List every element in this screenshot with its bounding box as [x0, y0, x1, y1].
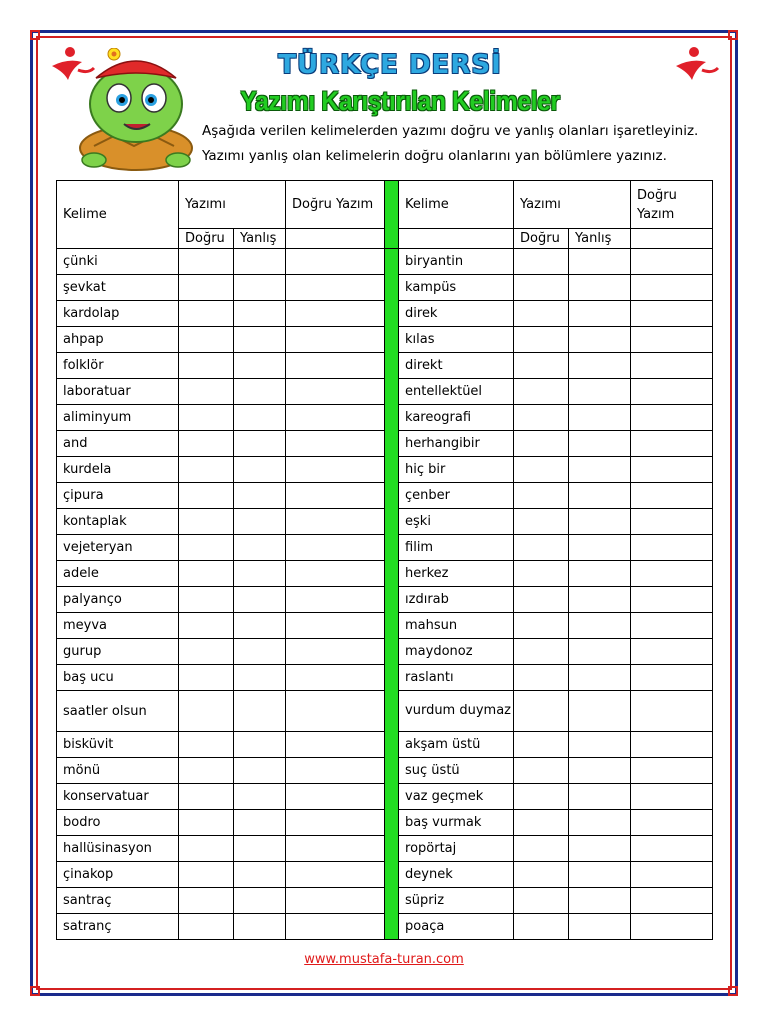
header-yazimi-right: Yazımı	[514, 181, 631, 229]
dogru-checkbox-left[interactable]	[179, 862, 234, 888]
correct-spelling-input-left[interactable]	[286, 483, 385, 509]
word-right: kılas	[399, 327, 514, 353]
dogru-checkbox-right[interactable]	[514, 836, 569, 862]
dogru-checkbox-right[interactable]	[514, 914, 569, 940]
word-right: mahsun	[399, 613, 514, 639]
yanlis-checkbox-left[interactable]	[234, 784, 286, 810]
yanlis-checkbox-right[interactable]	[569, 275, 631, 301]
dogru-checkbox-left[interactable]	[179, 275, 234, 301]
yanlis-checkbox-right[interactable]	[569, 431, 631, 457]
word-right: herkez	[399, 561, 514, 587]
instruction-line-1: Aşağıda verilen kelimelerden yazımı doğru ve yanlış olanları işaretleyiniz.	[202, 123, 699, 139]
correct-spelling-input-right[interactable]	[631, 327, 713, 353]
correct-spelling-input-left[interactable]	[286, 613, 385, 639]
correct-spelling-input-left[interactable]	[286, 836, 385, 862]
word-right: direk	[399, 301, 514, 327]
yanlis-checkbox-left[interactable]	[234, 509, 286, 535]
word-right: ızdırab	[399, 587, 514, 613]
dogru-checkbox-right[interactable]	[514, 587, 569, 613]
correct-spelling-input-left[interactable]	[286, 561, 385, 587]
dogru-checkbox-right[interactable]	[514, 888, 569, 914]
yanlis-checkbox-right[interactable]	[569, 509, 631, 535]
dogru-checkbox-left[interactable]	[179, 405, 234, 431]
correct-spelling-input-right[interactable]	[631, 405, 713, 431]
correct-spelling-input-right[interactable]	[631, 457, 713, 483]
dogru-checkbox-left[interactable]	[179, 691, 234, 732]
green-divider	[385, 181, 399, 249]
word-left: laboratuar	[57, 379, 179, 405]
dogru-checkbox-left[interactable]	[179, 836, 234, 862]
yanlis-checkbox-left[interactable]	[234, 613, 286, 639]
dogru-checkbox-left[interactable]	[179, 457, 234, 483]
correct-spelling-input-left[interactable]	[286, 665, 385, 691]
correct-spelling-input-left[interactable]	[286, 327, 385, 353]
dogru-checkbox-right[interactable]	[514, 405, 569, 431]
correct-spelling-input-right[interactable]	[631, 639, 713, 665]
word-right: raslantı	[399, 665, 514, 691]
word-left: adele	[57, 561, 179, 587]
dogru-checkbox-right[interactable]	[514, 613, 569, 639]
correct-spelling-input-left[interactable]	[286, 379, 385, 405]
word-right: eşki	[399, 509, 514, 535]
dogru-checkbox-right[interactable]	[514, 457, 569, 483]
dogru-checkbox-left[interactable]	[179, 732, 234, 758]
header-dogru-left: Doğru	[179, 229, 234, 249]
yanlis-checkbox-right[interactable]	[569, 914, 631, 940]
dogru-checkbox-right[interactable]	[514, 275, 569, 301]
dogru-checkbox-left[interactable]	[179, 888, 234, 914]
dogru-checkbox-left[interactable]	[179, 353, 234, 379]
yanlis-checkbox-right[interactable]	[569, 327, 631, 353]
word-right: poaça	[399, 914, 514, 940]
word-left: santraç	[57, 888, 179, 914]
dogru-checkbox-left[interactable]	[179, 810, 234, 836]
header-dogru-yazim-left: Doğru Yazım	[286, 181, 385, 229]
yanlis-checkbox-left[interactable]	[234, 639, 286, 665]
word-left: saatler olsun	[57, 691, 179, 732]
word-right: vurdum duymaz	[399, 691, 514, 732]
word-right: akşam üstü	[399, 732, 514, 758]
dogru-checkbox-left[interactable]	[179, 613, 234, 639]
yanlis-checkbox-right[interactable]	[569, 639, 631, 665]
yanlis-checkbox-right[interactable]	[569, 888, 631, 914]
header-kelime-right: Kelime	[399, 181, 514, 229]
correct-spelling-input-left[interactable]	[286, 457, 385, 483]
correct-spelling-input-right[interactable]	[631, 836, 713, 862]
correct-spelling-input-left[interactable]	[286, 639, 385, 665]
correct-spelling-input-left[interactable]	[286, 862, 385, 888]
frame-corner-decoration	[30, 30, 40, 40]
word-left: mönü	[57, 758, 179, 784]
header-dogru-right: Doğru	[514, 229, 569, 249]
yanlis-checkbox-right[interactable]	[569, 613, 631, 639]
dogru-checkbox-right[interactable]	[514, 561, 569, 587]
yanlis-checkbox-right[interactable]	[569, 405, 631, 431]
header-yanlis-left: Yanlış	[234, 229, 286, 249]
yanlis-checkbox-left[interactable]	[234, 732, 286, 758]
dogru-checkbox-right[interactable]	[514, 379, 569, 405]
word-left: hallüsinasyon	[57, 836, 179, 862]
word-left: ahpap	[57, 327, 179, 353]
word-left: and	[57, 431, 179, 457]
correct-spelling-input-left[interactable]	[286, 353, 385, 379]
dogru-checkbox-right[interactable]	[514, 639, 569, 665]
word-left: aliminyum	[57, 405, 179, 431]
correct-spelling-input-left[interactable]	[286, 691, 385, 732]
yanlis-checkbox-right[interactable]	[569, 665, 631, 691]
correct-spelling-input-right[interactable]	[631, 613, 713, 639]
yanlis-checkbox-right[interactable]	[569, 561, 631, 587]
correct-spelling-input-right[interactable]	[631, 379, 713, 405]
word-left: çipura	[57, 483, 179, 509]
correct-spelling-input-right[interactable]	[631, 301, 713, 327]
word-right: suç üstü	[399, 758, 514, 784]
yanlis-checkbox-left[interactable]	[234, 405, 286, 431]
correct-spelling-input-right[interactable]	[631, 483, 713, 509]
yanlis-checkbox-right[interactable]	[569, 353, 631, 379]
correct-spelling-input-left[interactable]	[286, 275, 385, 301]
dogru-checkbox-left[interactable]	[179, 587, 234, 613]
dogru-checkbox-right[interactable]	[514, 535, 569, 561]
yanlis-checkbox-right[interactable]	[569, 784, 631, 810]
correct-spelling-input-left[interactable]	[286, 758, 385, 784]
yanlis-checkbox-right[interactable]	[569, 810, 631, 836]
yanlis-checkbox-right[interactable]	[569, 862, 631, 888]
word-right: direkt	[399, 353, 514, 379]
footer-url-link[interactable]: www.mustafa-turan.com	[304, 952, 464, 967]
word-left: kontaplak	[57, 509, 179, 535]
yanlis-checkbox-right[interactable]	[569, 836, 631, 862]
yanlis-checkbox-left[interactable]	[234, 431, 286, 457]
yanlis-checkbox-right[interactable]	[569, 379, 631, 405]
dogru-checkbox-right[interactable]	[514, 665, 569, 691]
word-table	[56, 180, 713, 940]
header-yazimi-left: Yazımı	[179, 181, 286, 229]
header-blank-right-kelime	[399, 229, 514, 249]
correct-spelling-input-right[interactable]	[631, 888, 713, 914]
correct-spelling-input-right[interactable]	[631, 353, 713, 379]
yanlis-checkbox-left[interactable]	[234, 275, 286, 301]
yanlis-checkbox-right[interactable]	[569, 457, 631, 483]
dogru-checkbox-right[interactable]	[514, 353, 569, 379]
correct-spelling-input-left[interactable]	[286, 732, 385, 758]
dogru-checkbox-left[interactable]	[179, 665, 234, 691]
dogru-checkbox-right[interactable]	[514, 810, 569, 836]
correct-spelling-input-right[interactable]	[631, 249, 713, 275]
yanlis-checkbox-left[interactable]	[234, 665, 286, 691]
yanlis-checkbox-left[interactable]	[234, 327, 286, 353]
correct-spelling-input-left[interactable]	[286, 249, 385, 275]
yanlis-checkbox-right[interactable]	[569, 758, 631, 784]
dogru-checkbox-left[interactable]	[179, 758, 234, 784]
yanlis-checkbox-right[interactable]	[569, 249, 631, 275]
word-left: meyva	[57, 613, 179, 639]
yanlis-checkbox-left[interactable]	[234, 457, 286, 483]
dogru-checkbox-right[interactable]	[514, 327, 569, 353]
word-right: herhangibir	[399, 431, 514, 457]
dogru-checkbox-left[interactable]	[179, 509, 234, 535]
dogru-checkbox-right[interactable]	[514, 249, 569, 275]
yanlis-checkbox-right[interactable]	[569, 732, 631, 758]
yanlis-checkbox-left[interactable]	[234, 249, 286, 275]
correct-spelling-input-right[interactable]	[631, 535, 713, 561]
word-right: baş vurmak	[399, 810, 514, 836]
correct-spelling-input-left[interactable]	[286, 587, 385, 613]
word-left: palyanço	[57, 587, 179, 613]
word-right: deynek	[399, 862, 514, 888]
yanlis-checkbox-left[interactable]	[234, 353, 286, 379]
correct-spelling-input-right[interactable]	[631, 275, 713, 301]
correct-spelling-input-left[interactable]	[286, 810, 385, 836]
correct-spelling-input-left[interactable]	[286, 784, 385, 810]
correct-spelling-input-right[interactable]	[631, 784, 713, 810]
dogru-checkbox-right[interactable]	[514, 691, 569, 732]
dogru-checkbox-right[interactable]	[514, 758, 569, 784]
word-left: bodro	[57, 810, 179, 836]
word-right: vaz geçmek	[399, 784, 514, 810]
correct-spelling-input-left[interactable]	[286, 431, 385, 457]
dogru-checkbox-right[interactable]	[514, 784, 569, 810]
page-subtitle: Yazımı Karıştırılan Kelimeler	[240, 86, 560, 116]
yanlis-checkbox-right[interactable]	[569, 483, 631, 509]
correct-spelling-input-left[interactable]	[286, 301, 385, 327]
correct-spelling-input-right[interactable]	[631, 732, 713, 758]
word-right: ropörtaj	[399, 836, 514, 862]
correct-spelling-input-left[interactable]	[286, 509, 385, 535]
header-dogru-yazim-right: Doğru Yazım	[631, 181, 713, 229]
yanlis-checkbox-left[interactable]	[234, 483, 286, 509]
word-left: kurdela	[57, 457, 179, 483]
header-blank-right	[631, 229, 713, 249]
yanlis-checkbox-left[interactable]	[234, 561, 286, 587]
word-left: satranç	[57, 914, 179, 940]
yanlis-checkbox-left[interactable]	[234, 535, 286, 561]
frame-corner-decoration	[728, 986, 738, 996]
correct-spelling-input-right[interactable]	[631, 691, 713, 732]
frame-corner-decoration	[30, 986, 40, 996]
green-divider	[385, 249, 399, 940]
yanlis-checkbox-right[interactable]	[569, 301, 631, 327]
word-right: hiç bir	[399, 457, 514, 483]
word-left: şevkat	[57, 275, 179, 301]
word-left: folklör	[57, 353, 179, 379]
word-right: çenber	[399, 483, 514, 509]
correct-spelling-input-left[interactable]	[286, 914, 385, 940]
word-left: konservatuar	[57, 784, 179, 810]
yanlis-checkbox-left[interactable]	[234, 888, 286, 914]
correct-spelling-input-right[interactable]	[631, 587, 713, 613]
yanlis-checkbox-left[interactable]	[234, 379, 286, 405]
word-left: vejeteryan	[57, 535, 179, 561]
word-right: kareografi	[399, 405, 514, 431]
word-left: gurup	[57, 639, 179, 665]
word-right: maydonoz	[399, 639, 514, 665]
word-left: çinakop	[57, 862, 179, 888]
correct-spelling-input-right[interactable]	[631, 665, 713, 691]
yanlis-checkbox-left[interactable]	[234, 691, 286, 732]
dogru-checkbox-left[interactable]	[179, 379, 234, 405]
header-kelime-left: Kelime	[57, 181, 179, 249]
correct-spelling-input-right[interactable]	[631, 862, 713, 888]
dogru-checkbox-left[interactable]	[179, 483, 234, 509]
correct-spelling-input-right[interactable]	[631, 758, 713, 784]
correct-spelling-input-right[interactable]	[631, 431, 713, 457]
table-row	[57, 249, 713, 275]
yanlis-checkbox-left[interactable]	[234, 758, 286, 784]
yanlis-checkbox-right[interactable]	[569, 535, 631, 561]
logo-right-icon	[672, 44, 720, 91]
page-title: TÜRKÇE DERSİ	[278, 50, 502, 80]
header-yanlis-right: Yanlış	[569, 229, 631, 249]
correct-spelling-input-right[interactable]	[631, 810, 713, 836]
dogru-checkbox-left[interactable]	[179, 561, 234, 587]
dogru-checkbox-left[interactable]	[179, 249, 234, 275]
dogru-checkbox-right[interactable]	[514, 509, 569, 535]
yanlis-checkbox-left[interactable]	[234, 301, 286, 327]
dogru-checkbox-left[interactable]	[179, 535, 234, 561]
word-left: bisküvit	[57, 732, 179, 758]
correct-spelling-input-right[interactable]	[631, 509, 713, 535]
correct-spelling-input-left[interactable]	[286, 888, 385, 914]
word-left: kardolap	[57, 301, 179, 327]
yanlis-checkbox-right[interactable]	[569, 691, 631, 732]
yanlis-checkbox-left[interactable]	[234, 862, 286, 888]
yanlis-checkbox-left[interactable]	[234, 810, 286, 836]
dogru-checkbox-left[interactable]	[179, 327, 234, 353]
dogru-checkbox-left[interactable]	[179, 431, 234, 457]
header-blank-left	[286, 229, 385, 249]
correct-spelling-input-left[interactable]	[286, 535, 385, 561]
word-right: filim	[399, 535, 514, 561]
word-right: kampüs	[399, 275, 514, 301]
word-left: çünki	[57, 249, 179, 275]
correct-spelling-input-right[interactable]	[631, 561, 713, 587]
dogru-checkbox-left[interactable]	[179, 784, 234, 810]
dogru-checkbox-right[interactable]	[514, 483, 569, 509]
dogru-checkbox-right[interactable]	[514, 732, 569, 758]
correct-spelling-input-left[interactable]	[286, 405, 385, 431]
frame-corner-decoration	[728, 30, 738, 40]
dogru-checkbox-right[interactable]	[514, 301, 569, 327]
yanlis-checkbox-left[interactable]	[234, 914, 286, 940]
word-right: süpriz	[399, 888, 514, 914]
yanlis-checkbox-left[interactable]	[234, 836, 286, 862]
dogru-checkbox-left[interactable]	[179, 639, 234, 665]
correct-spelling-input-right[interactable]	[631, 914, 713, 940]
instruction-line-2: Yazımı yanlış olan kelimelerin doğru olanlarını yan bölümlere yazınız.	[202, 148, 667, 164]
dogru-checkbox-left[interactable]	[179, 301, 234, 327]
word-right: entellektüel	[399, 379, 514, 405]
dogru-checkbox-left[interactable]	[179, 914, 234, 940]
yanlis-checkbox-right[interactable]	[569, 587, 631, 613]
yanlis-checkbox-left[interactable]	[234, 587, 286, 613]
dogru-checkbox-right[interactable]	[514, 431, 569, 457]
word-right: biryantin	[399, 249, 514, 275]
word-left: baş ucu	[57, 665, 179, 691]
dogru-checkbox-right[interactable]	[514, 862, 569, 888]
